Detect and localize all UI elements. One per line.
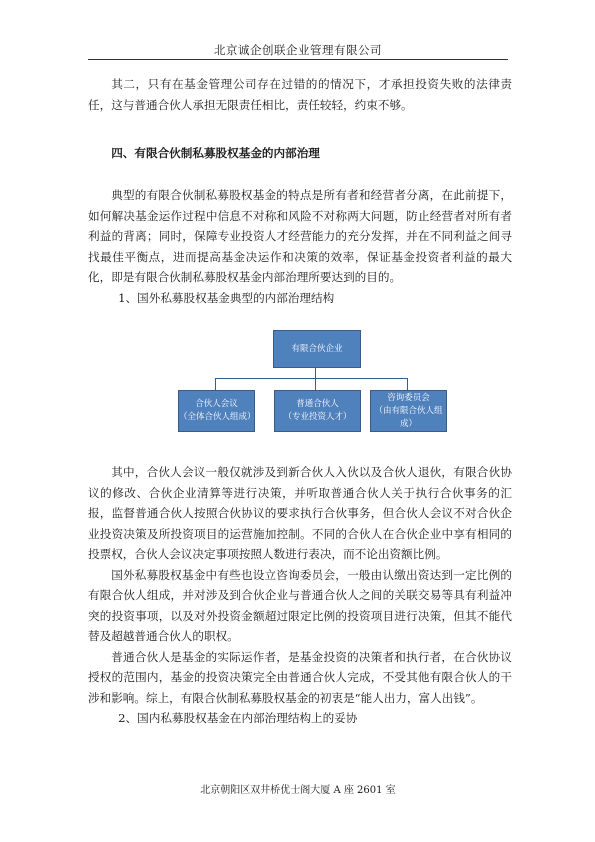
node-label: 合伙人会议: [195, 399, 238, 409]
node-partners-meeting: [178, 390, 255, 432]
subheading-domestic-compromise: 2、国内私募股权基金在内部治理结构上的妥协: [118, 711, 358, 725]
connector-horizontal: [215, 378, 408, 379]
paragraph-partners-meeting: 其中，合伙人会议一般仅就涉及到新合伙人入伙以及合伙人退伙，有限合伙协议的修改、合伙企业清算等进行决策，并听取普通合伙人关于执行合伙事务的汇报，监督普通合伙人按照合伙协议的要求执行合伙事务，但合伙人会议不对合伙企业投资决策及所投资项目的运营施加控制。不同的合伙人在合伙企业中享有相同的投票权，合伙人会议决定事项按照人数进行表决，而不论出资额比例。: [88, 465, 512, 561]
page-header: 北京诚企创联企业管理有限公司: [214, 43, 382, 57]
paragraph-gp-liability: 其二，只有在基金管理公司存在过错的的情况下，才承担投资失败的法律责任，这与普通合伙人承担无限责任相比，责任较轻，约束不够。: [88, 77, 512, 112]
paragraph-general-partner: 普通合伙人是基金的实际运作者，是基金投资的决策者和执行者，在合伙协议授权的范围内，基金的投资决策完全由普通合伙人完成，不受其他有限合伙人的干涉和影响。综上，有限合伙制私募股权基金的初衷是“能人出力，富人出钱”。: [88, 649, 512, 705]
subheading-foreign-structure: 1、国外私募股权基金典型的内部治理结构: [118, 290, 335, 305]
node-general-partner: [274, 390, 361, 432]
node-sublabel: （全体合伙人组成）: [179, 412, 256, 422]
section-heading: 四、有限合伙制私募股权基金的内部治理: [111, 146, 320, 160]
connector-right: [407, 378, 408, 390]
paragraph-advisory-committee: 国外私募股权基金中有些也设立咨询委员会，一般由认缴出资达到一定比例的有限合伙人组成，并对涉及到合伙企业与普通合伙人之间的关联交易等具有利益冲突的投资事项，以及对外投资金额超过限定比例的投资项目进行决策，但其不能代替及超越普通合伙人的职权。: [88, 567, 512, 643]
connector-left: [215, 378, 216, 390]
node-label: 有限合伙企业: [291, 343, 343, 354]
node-limited-partnership: [273, 330, 361, 368]
document-body: [88, 74, 512, 729]
node-sublabel: （专业投资人才）: [283, 412, 352, 422]
connector-middle: [315, 378, 316, 390]
node-label: 咨询委员会: [387, 392, 430, 403]
header-divider: [88, 59, 508, 60]
node-sublabel: （由有限合伙人组成）: [374, 405, 443, 429]
paragraph-governance-intro: 典型的有限合伙制私募股权基金的特点是所有者和经营者分离，在此前提下，如何解决基金运作过程中信息不对称和风险不对称两大问题，防止经营者对所有者利益的背离；同时，保障专业投资人才经营能力的充分发挥，并在不同利益之间寻找最佳平衡点，进而提高基金决运作和决策的效率，保证基金投资者利益的最大化，即是有限合伙制私募股权基金内部治理所要达到的目的。: [88, 188, 512, 284]
node-label: 普通合伙人: [296, 399, 339, 409]
node-advisory-committee: [370, 390, 447, 432]
governance-org-chart: [88, 322, 512, 444]
page-footer-address: 北京朝阳区双井桥优士阁大厦 A 座 2601 室: [200, 785, 396, 796]
